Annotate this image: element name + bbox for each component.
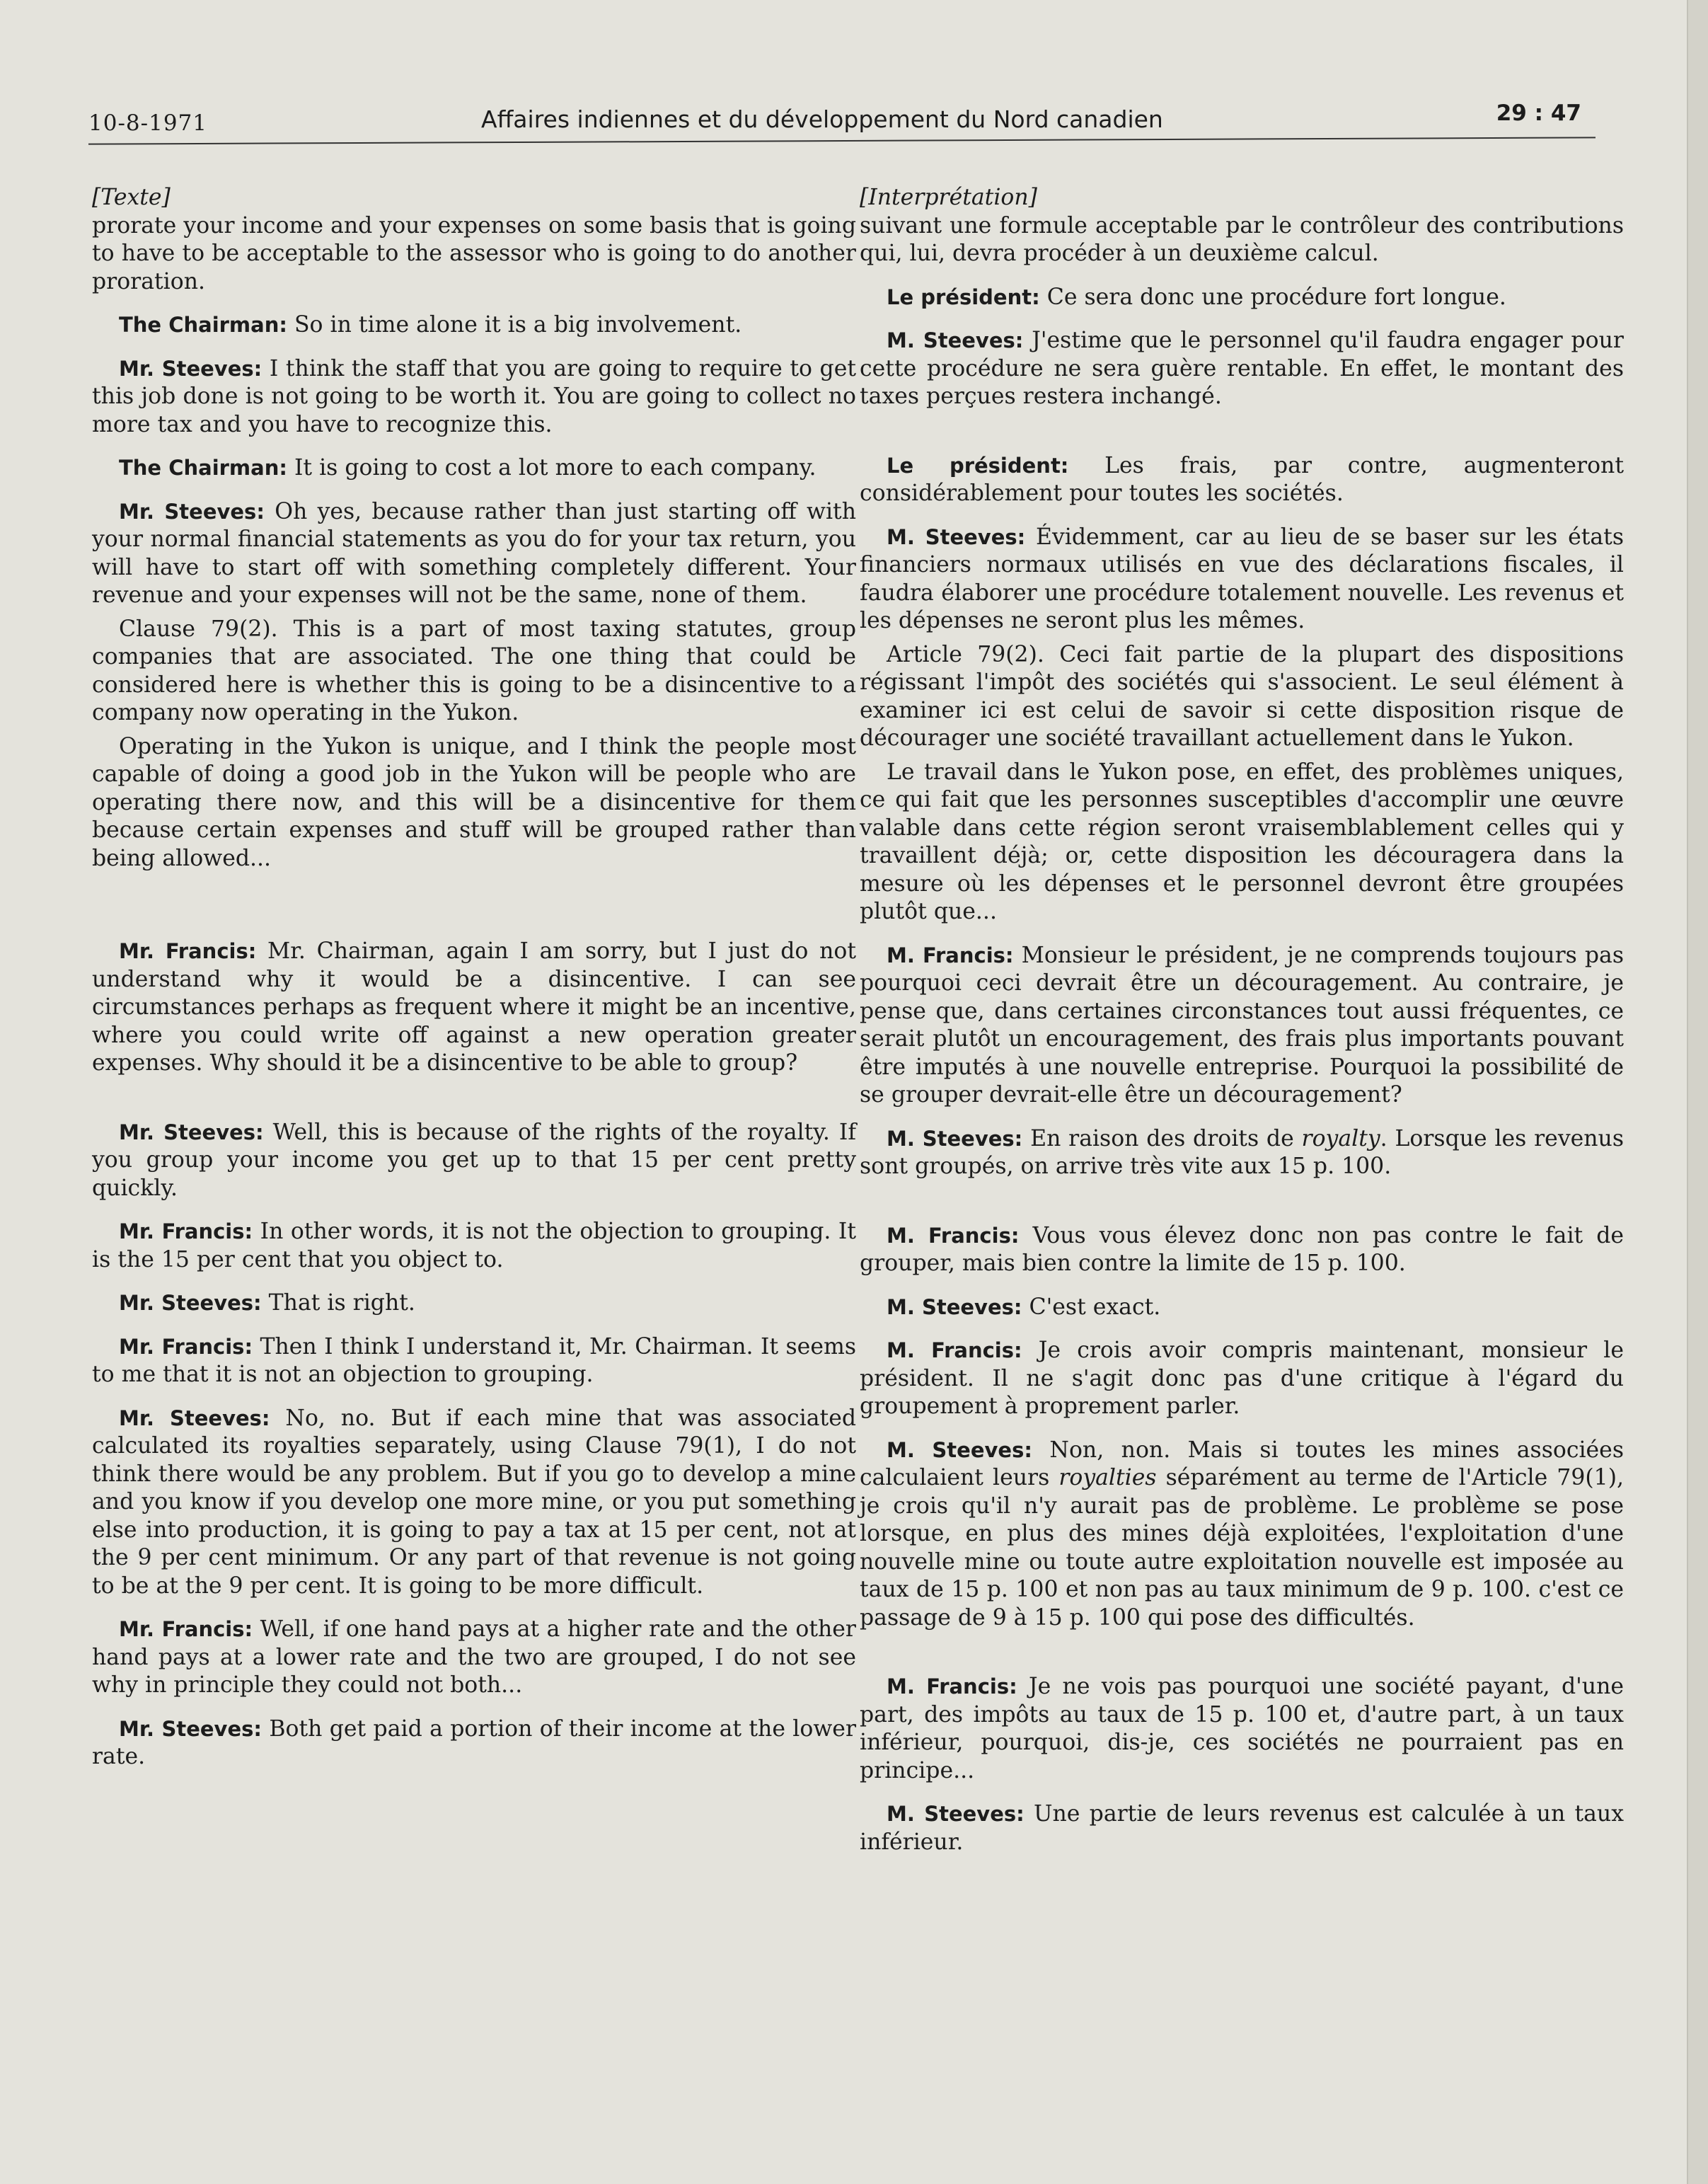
speaker-name: Mr. Steeves:: [119, 1291, 262, 1315]
speech-text: Well, this is because of the rights of the royalty. If you group your income you get up to that 15 per cent pretty quickly.: [92, 1119, 857, 1201]
paragraph: [860, 524, 1624, 636]
speaker-name: M. Francis:: [887, 1223, 1020, 1248]
speech-text: Monsieur le président, je ne comprends toujours pas pourquoi ceci devrait être un découragement. Au contraire, je pense que, dans certaines circonstances tout aussi fréquentes, ce serait plutôt un encouragement, des frais plus importants pouvant être imputés à une nouvelle entreprise. Pourquoi la possibilité de se grouper devrait-elle être un découragement?: [860, 942, 1624, 1108]
speech-text: It is going to cost a lot more to each company.: [287, 455, 817, 481]
speech-text: In other words, it is not the objection to grouping. It is the 15 per cent that you object to.: [92, 1219, 856, 1272]
speech-text: Une partie de leurs revenus est calculée à un taux inférieur.: [860, 1801, 1624, 1855]
paragraph: [92, 498, 856, 610]
speech-text: That is right.: [261, 1290, 415, 1316]
paragraph: [860, 942, 1624, 1110]
speech-text: Je ne vois pas pourquoi une société payant, d'une part, des impôts au taux de 15 p. 100 et, d'autre part, à un taux inférieur, pourquoi, dis-je, ces sociétés ne pourraient pas en principe...: [860, 1674, 1624, 1783]
paragraph: [92, 1405, 856, 1601]
speech-text: C'est exact.: [1022, 1294, 1161, 1320]
speaker-name: Mr. Steeves:: [119, 1406, 270, 1430]
header-rule: [88, 137, 1596, 144]
speech-text: J'estime que le personnel qu'il faudra engager pour cette procédure ne sera guère rentable. En effet, le montant des taxes perçues restera inchangé.: [860, 328, 1624, 409]
speech-text: . Lorsque les revenus sont groupés, on arrive très vite aux 15 p. 100.: [860, 1125, 1624, 1179]
speech-text: Mr. Chairman, again I am sorry, but I just do not understand why it would be a disincentive. I can see circumstances perhaps as frequent where it might be an incentive, where you could write off against a new operation greater expenses. Why should it be a disincentive to be able to group?: [92, 938, 856, 1076]
paragraph: [860, 1673, 1624, 1785]
paragraph: [92, 1119, 856, 1203]
paragraph: [92, 1616, 856, 1700]
speaker-name: M. Francis:: [887, 943, 1014, 967]
speaker-name: M. Francis:: [887, 1338, 1022, 1362]
paragraph: [92, 355, 856, 439]
speech-text: Vous vous élevez donc non pas contre le fait de grouper, mais bien contre la limite de 15 p. 100.: [860, 1222, 1624, 1276]
speech-text: Well, if one hand pays at a higher rate and the other hand pays at a lower rate and the two are grouped, I do not see why in principle they could not both...: [92, 1616, 856, 1698]
speech-text: Oh yes, because rather than just starting off with your normal financial statements as you do for your tax return, you will have to start off with something completely different. Your revenue and your expenses will not be the same, none of them.: [92, 498, 856, 608]
speech-text: Both get paid a portion of their income at the lower rate.: [92, 1715, 857, 1769]
spacer: [92, 1093, 856, 1119]
speaker-name: Mr. Francis:: [119, 939, 257, 963]
speaker-name: Mr. Steeves:: [119, 1120, 264, 1144]
spacer: [860, 1648, 1624, 1673]
paragraph: [860, 1337, 1624, 1421]
speaker-name: The Chairman:: [119, 313, 287, 337]
speech-text: So in time alone it is a big involvement.: [287, 312, 742, 338]
paragraph: [860, 284, 1624, 312]
speaker-name: M. Francis:: [887, 1674, 1017, 1699]
paragraph: prorate your income and your expenses on some basis that is going to have to be acceptable to the assessor who is going to do another proration.: [92, 212, 856, 294]
spacer: [860, 427, 1624, 452]
speaker-name: Mr. Francis:: [119, 1334, 253, 1359]
paragraph: Le travail dans le Yukon pose, en effet, des problèmes uniques, ce qui fait que les personnes susceptibles d'accomplir une œuvre valable dans cette région seront vraisemblablement celles qui y travaillent déjà; or, cette disposition les découragera dans la mesure où les dépenses et le personnel devront être groupées plutôt que...: [860, 759, 1624, 924]
speech-text: I think the staff that you are going to require to get this job done is not going to be worth it. You are going to collect no more tax and you have to recognize this.: [92, 355, 856, 437]
paragraph: [92, 1715, 856, 1771]
paragraph: Article 79(2). Ceci fait partie de la plupart des dispositions régissant l'impôt des sociétés qui s'associent. Le seul élément à examiner ici est celui de savoir si cette disposition risque de décourager une société travaillant actuellement dans le Yukon.: [860, 641, 1624, 751]
speech-text: Évidemment, car au lieu de se baser sur les états financiers normaux utilisés en vue des déclarations fiscales, il faudra élaborer une procédure totalement nouvelle. Les revenus et les dépenses ne seront plus les mêmes.: [860, 524, 1624, 633]
speaker-name: M. Steeves:: [887, 1294, 1022, 1319]
paragraph: [92, 1333, 856, 1389]
french-column: [860, 184, 1624, 1872]
speech-text: Then I think I understand it, Mr. Chairman. It seems to me that it is not an objection to grouping.: [92, 1333, 856, 1387]
paragraph: suivant une formule acceptable par le contrôleur des contributions qui, lui, devra procéder à un deuxième calcul.: [860, 212, 1624, 266]
speech-text: En raison des droits de: [1022, 1125, 1302, 1151]
speech-text: Les frais, par contre, augmenteront considérablement pour toutes les sociétés.: [860, 452, 1624, 506]
paragraph: [860, 1800, 1624, 1856]
speaker-name: Mr. Steeves:: [119, 499, 265, 524]
paragraph: [860, 1222, 1624, 1278]
paragraph: [92, 1289, 856, 1318]
paragraph: [92, 311, 856, 340]
header-date: 10-8-1971: [88, 110, 208, 136]
paragraph: [92, 1218, 856, 1274]
speaker-name: Mr. Francis:: [119, 1219, 253, 1243]
paragraph: [92, 454, 856, 483]
italic-term: royalties: [1058, 1465, 1157, 1490]
paragraph: [860, 1437, 1624, 1633]
paragraph: [860, 1125, 1624, 1181]
page-number: 29 : 47: [1496, 100, 1581, 126]
paragraph: [860, 327, 1624, 411]
speaker-name: Mr. Steeves:: [119, 356, 262, 381]
section-marker: [Interprétation]: [860, 185, 1037, 210]
paragraph: [860, 1294, 1624, 1322]
speaker-name: M. Steeves:: [887, 328, 1024, 352]
speaker-name: Le président:: [887, 453, 1069, 478]
speaker-name: M. Steeves:: [887, 524, 1026, 549]
paragraph: [860, 452, 1624, 508]
section-marker: [Texte]: [92, 185, 171, 210]
speech-text: Je crois avoir compris maintenant, monsieur le président. Il ne s'agit donc pas d'une critique à l'égard du groupement à proprement parler.: [860, 1338, 1624, 1419]
speaker-name: M. Steeves:: [887, 1126, 1023, 1151]
spacer: [860, 1197, 1624, 1222]
speaker-name: The Chairman:: [119, 456, 287, 480]
speech-text: Ce sera donc une procédure fort longue.: [1039, 284, 1506, 310]
speech-text: No, no. But if each mine that was associated calculated its royalties separately, using Clause 79(1), I do not think there would be any problem. But if you go to develop a mine and you know if you develop one more mine, or you put something else into production, it is going to pay a tax at 15 per cent, not at the 9 per cent minimum. Or any part of that revenue is not going to be at the 9 per cent. It is going to be more difficult.: [92, 1405, 856, 1599]
speaker-name: M. Steeves:: [887, 1802, 1025, 1826]
paragraph: [92, 938, 856, 1078]
page-header: [88, 99, 1596, 142]
speech-text: séparément au terme de l'Article 79(1), je crois qu'il n'y aurait pas de problème. Le problème se pose lorsque, en plus des mines déjà exploitées, l'exploitation d'une nouvelle mine ou toute autre exploitation nouvelle est imposée au taux de 15 p. 100 et non pas au taux minimum de 9 p. 100. c'est ce passage de 9 à 15 p. 100 qui pose des difficultés.: [860, 1465, 1624, 1631]
header-title: Affaires indiennes et du développement du Nord canadien: [481, 105, 1163, 133]
page-edge: [1687, 0, 1708, 2184]
italic-term: royalty: [1301, 1125, 1380, 1151]
speaker-name: M. Steeves:: [887, 1437, 1032, 1462]
speaker-name: Mr. Francis:: [119, 1617, 253, 1641]
english-column: [92, 184, 856, 1787]
speaker-name: Le président:: [887, 285, 1040, 309]
spacer: [92, 888, 856, 938]
speaker-name: Mr. Steeves:: [119, 1716, 262, 1741]
paragraph: Operating in the Yukon is unique, and I think the people most capable of doing a good job in the Yukon will be people who are operating there now, and this will be a disincentive for them because certain expenses and stuff will be grouped rather than being allowed...: [92, 733, 856, 871]
speech-text: Non, non. Mais si toutes les mines associées calculaient leurs: [860, 1437, 1624, 1490]
paragraph: Clause 79(2). This is a part of most taxing statutes, group companies that are associated. The one thing that could be considered here is whether this is going to be a disincentive to a company now operating in the Yukon.: [92, 616, 856, 725]
